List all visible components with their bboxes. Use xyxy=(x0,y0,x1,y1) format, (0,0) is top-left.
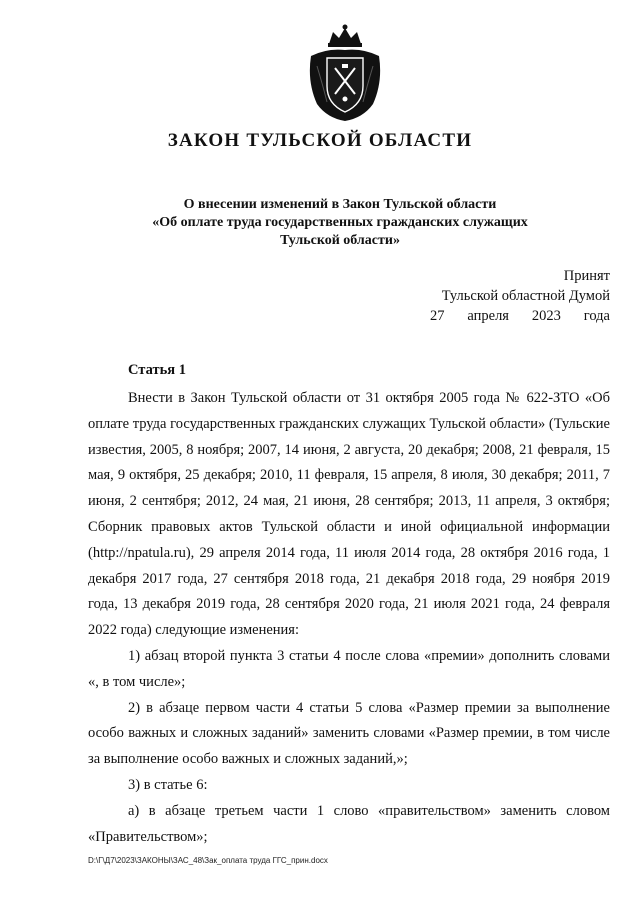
article-body xyxy=(88,386,610,850)
adoption-date xyxy=(400,306,610,326)
subject-line: Тульской области» xyxy=(280,233,400,248)
article-paragraph: Внести в Закон Тульской области от 31 октября 2005 года № 622-ЗТО «Об оплате труда государственных гражданских служащих Тульской области» (Тульские известия, 2005, 8 ноября; 2007, 14 июня, 2 августа, 20 декабря; 2008, 21 февраля, 15 мая, 9 октября, 25 декабря; 2010, 11 февраля, 15 апреля, 8 июля, 30 декабря; 2011, 7 июня, 2 сентября; 2012, 24 мая, 21 июня, 28 сентября; 2013, 11 апреля, 3 октября; Сборник правовых актов Тульской области и иной официальной информации (http://npatula.ru), 29 апреля 2014 года, 11 июля 2014 года, 28 октября 2016 года, 1 декабря 2017 года, 27 сентября 2018 года, 21 декабря 2018 года, 29 ноября 2019 года, 13 декабря 2019 года, 28 сентября 2020 года, 21 июля 2021 года, 24 февраля 2022 года) следующие изменения: xyxy=(88,390,610,639)
subject-line: «Об оплате труда государственных гражданских служащих xyxy=(152,215,528,230)
subject-line: О внесении изменений в Закон Тульской области xyxy=(183,197,497,212)
article-paragraph: а) в абзаце третьем части 1 слово «правительством» заменить словом «Правительством»; xyxy=(88,802,610,845)
article-paragraph: 2) в абзаце первом части 4 статьи 5 слова «Размер премии за выполнение особо важных и сложных заданий» заменить словами «Размер премии, в том числе за выполнение особо важных и сложных заданий,»; xyxy=(88,699,610,768)
article-paragraph: 1) абзац второй пункта 3 статьи 4 после слова «премии» дополнить словами «, в том числе»; xyxy=(88,647,610,690)
adoption-month: апреля xyxy=(467,308,509,324)
tula-coat-of-arms-emblem xyxy=(303,22,387,122)
adoption-year: 2023 xyxy=(531,308,561,324)
adoption-block xyxy=(400,266,610,326)
footer-file-path: D:\Г\Д7\2023\ЗАКОНЫ\ЗАС_48\Зак_оплата труда ГГС_прин.docx xyxy=(88,856,328,865)
adopted-by: Тульской областной Думой xyxy=(441,288,610,304)
adoption-day: 27 xyxy=(430,308,445,324)
adoption-year-word: года xyxy=(583,308,610,324)
article-heading: Статья 1 xyxy=(128,362,186,378)
adopted-word: Принят xyxy=(563,268,610,284)
law-title: ЗАКОН ТУЛЬСКОЙ ОБЛАСТИ xyxy=(167,130,473,151)
law-subject xyxy=(110,196,570,250)
article-paragraph: 3) в статье 6: xyxy=(128,776,208,793)
